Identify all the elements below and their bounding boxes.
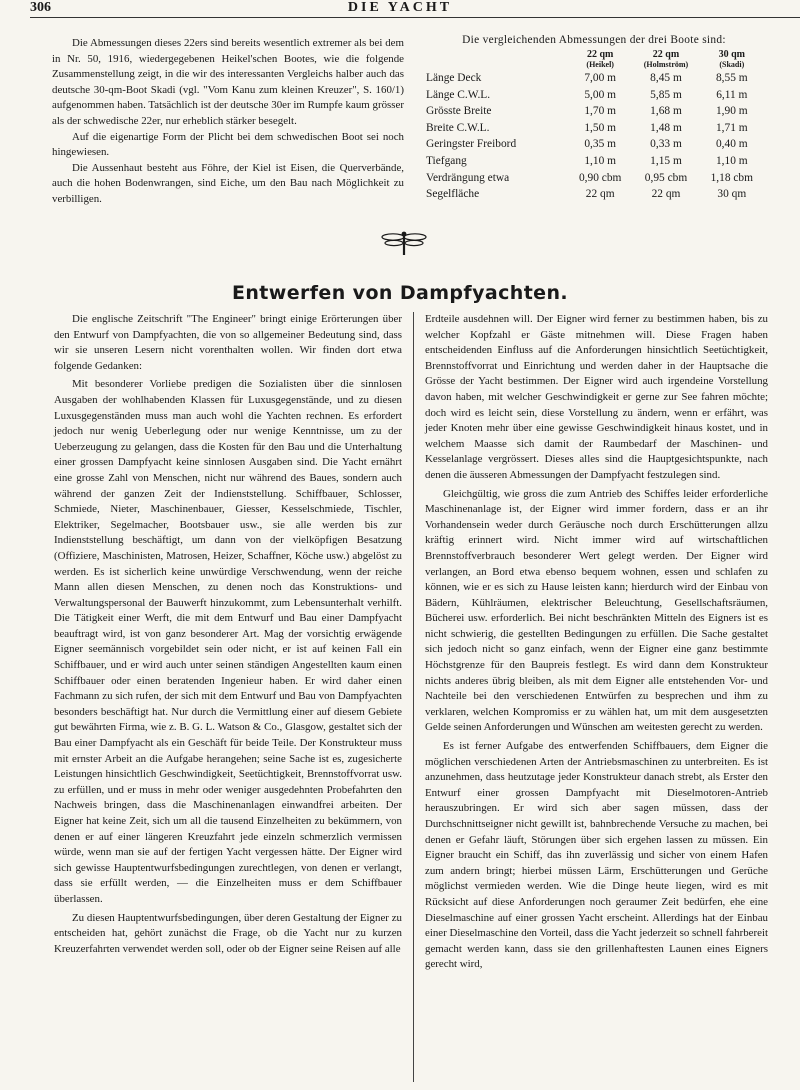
table-cell: 1,15 m bbox=[650, 154, 682, 167]
article-paragraph: Erdteile ausdehnen will. Der Eigner wird ferner zu bestimmen haben, bis zu welcher Kopfzahl er Gäste mitnehmen will. Diese Fragen haben entscheidenden Einfluss auf die Anforderungen hinsichtlich Seetüchtigkeit, Brennstoffvorrat und Einrichtung und werden daher in der Hauptsache die Grösse der Yacht bestimmen. Der Eigner wird auch irgendeine Vorstellung davon haben, mit welcher Geschwindigkeit er gerne zur See fahren möchte; doch wird es leicht sein, diese Vorstellung zu ändern, wenn er erfährt, was jeder Knoten mehr über eine gewisse Geschwindigkeit hinaus kostet, und in welchem Maasse sich damit der Raumbedarf der Maschinen- und Kesselanlage vergrössert. Dieses alles sind die Hauptgesichtspunkte, nach denen die äusseren Abmessungen der Dampfyacht festzulegen sind. bbox=[425, 313, 768, 481]
table-header-cell: 22 qm (Heikel) bbox=[586, 49, 614, 69]
table-cell: 1,50 m bbox=[584, 121, 617, 134]
intro-paragraph: Die Aussenhaut besteht aus Föhre, der Kiel ist Eisen, die Querverbände, auch die hohen Bodenwrangen, sind Eiche, um den Bau nach Möglichkeit zu verbilligen. bbox=[52, 161, 404, 205]
article-paragraph: Mit besonderer Vorliebe predigen die Sozialisten über die sinnlosen Ausgaben der wohlhabenden Klassen für Luxusgegenstände, und zu diesen Luxusgegenständen muss man auch wohl die Yachten rechnen. Es erfordert jedoch nur wenig Ueberlegung oder nur wenige Kenntnisse, um zu der Ueberzeugung zu gelangen, dass die Kosten für den Bau und die Unterhaltung einer grossen Dampfyacht keine sinnlosen Ausgaben sind. Die Yacht ernährt eine grosse Zahl von Menschen, nicht nur während des Baues, sondern auch während der ganzen Zeit der Indienststellung. Schiffbauer, Schlosser, Schmiede, Nieter, Maschinenbauer, Giesser, Kesselschmiede, Tischler, Elektriker, Segelmacher, Bootsbauer usw., sie alle werden bis zur Indienststellung beschäftigt, um dann von der vielköpfigen Besatzung (Offiziere, Maschinisten, Matrosen, Heizer, Schaffner, Köche usw.) abgelöst zu werden. Es ist sicherlich keine unwürdige Verschwendung, wenn der reiche Mann allen diesen Menschen, zu denen noch das Konstruktions- und Verwaltungspersonal der Bauwerft hinzukommt, zum Lebensunterhalt verhilft. Die Tätigkeit einer Werft, die mit dem Entwurf und Bau einer Dampfyacht beauftragt wird, ist von ganz besonderer Art. Mag der vorsichtig erwägende Eigner seemännisch vorgebildet sein oder nicht, er ist auf keinen Fall ein Schiffbauer, und er wird auch unter seinen ständigen Angestellten kaum einen Schiffbauer oder einen beratenden Ingenieur haben. Er wird daher einen Fachmann zu sich rufen, der sich mit dem Entwurf und Bau von Dampfyachten besonders beschäftigt hat. Nur durch die Vermittlung einer auf diesem Gebiete gut bewährten Firma, wie z. B. G. L. Watson & Co., Glasgow, gestaltet sich der Bau einer Dampfyacht als ein Geschäft für beide Teile. Der Konstrukteur muss mit ernster Arbeit an die Aufgabe herangehen; seine Sache ist es, zugesicherte Leistungen hinsichtlich Geschwindigkeit, Seetüchtigkeit, Brennstoffvorrat usw. zu erfüllen, und er muss in mehr oder weniger ausgedehnten Probefahrten den Nachweis bringen, dass die Maschinenanlagen einwandfrei arbeiten. Der Eigner hat keine Zeit, sich um all die tausend Einzelheiten zu bekümmern, von denen er auf einer längeren Kreuzfahrt jede einzeln schmerzlich vermissen würde, wenn man sie auf der fertigen Yacht vergessen hätte. Der Eigner wird sich gewisse Hauptentwurfsbedingungen zurechtlegen, von denen er verlangt, dass sie erfüllt werden, — die Einzelheiten muss er dem Schiffbauer überlassen. bbox=[54, 378, 402, 905]
article-column-left bbox=[54, 312, 402, 960]
article-column-right bbox=[425, 312, 768, 976]
table-cell: 1,71 m bbox=[715, 121, 748, 134]
table-cell: 1,10 m bbox=[715, 154, 748, 167]
table-cell: 0,40 m bbox=[715, 138, 748, 151]
column-divider bbox=[413, 312, 414, 1082]
row-label: Tiefgang bbox=[426, 154, 467, 167]
table-cell: 1,18 cbm bbox=[710, 171, 753, 184]
table-cell: 8,55 m bbox=[715, 72, 748, 84]
table-header-row bbox=[424, 50, 764, 70]
table-caption: Die vergleichenden Abmessungen der drei Boote sind: bbox=[462, 34, 726, 46]
table-row bbox=[424, 136, 764, 153]
row-label: Segelfläche bbox=[426, 188, 480, 201]
article-title: Entwerfen von Dampfyachten. bbox=[231, 282, 569, 304]
table-cell: 1,48 m bbox=[650, 121, 682, 134]
row-label: Geringster Freibord bbox=[426, 138, 517, 151]
table-cell: 8,45 m bbox=[650, 72, 682, 84]
table-cell: 0,35 m bbox=[584, 138, 617, 151]
row-label: Verdrängung etwa bbox=[426, 171, 510, 184]
table-cell: 5,85 m bbox=[650, 88, 682, 101]
article-paragraph: Die englische Zeitschrift "The Engineer" bringt einige Erörterungen über den Entwurf von Dampfyachten, die von so allgemeiner Bedeutung sind, dass wir sie unseren Lesern nicht vorenthalten wollen. Wir finden dort etwa folgende Gedanken: bbox=[54, 313, 402, 372]
table-header-cell: 22 qm (Holmström) bbox=[643, 49, 689, 69]
article-paragraph: Es ist ferner Aufgabe des entwerfenden Schiffbauers, dem Eigner die möglichen verschiedenen Arten der Antriebsmaschinen zu unterbreiten. Es ist anzunehmen, dass heutzutage jeder Konstrukteur danach strebt, als Erster den Entwurf einer grossen Dampfyacht mit Dieselmotoren-Antrieb herauszubringen. Er wird sich aber sagen müssen, dass der Durchschnittseigner nicht gewillt ist, bahnbrechende Versuche zu machen, bei denen er Gefahr läuft, Störungen über sich ergehen lassen zu müssen. Ein Eigner braucht ein Schiff, das ihn zuverlässig und sicher von einem Hafen zum andern bringt; hierbei müssen Lärm, Erschütterungen und Gerüche möglichst vermieden werden. Wie die Dinge heute liegen, wird es mit Rücksicht auf diese Anforderungen noch geraumer Zeit bedürfen, ehe eine Dieselmaschine auf einer grossen Yacht erscheint. Allerdings hat der Einbau einer Dieselmaschine den Vorteil, dass die Yacht jederzeit so schnell fahrbereit gemacht werden kann, dass sie den grillenhaftesten Launen eines Eigners gerecht wird, bbox=[425, 740, 768, 971]
row-label: Länge Deck bbox=[426, 72, 482, 84]
table-row bbox=[424, 120, 764, 137]
table-cell: 6,11 m bbox=[716, 88, 748, 101]
article-paragraph: Zu diesen Hauptentwurfsbedingungen, über deren Gestaltung der Eigner zu entscheiden hat, gehört zunächst die Frage, ob die Yacht nur zu kurzen Kreuzerfahrten verwendet werden soll, oder ob der Eigner seine Reisen auf alle bbox=[54, 911, 402, 955]
comparison-table-block bbox=[424, 34, 764, 203]
intro-text bbox=[52, 36, 404, 208]
row-label: Breite C.W.L. bbox=[426, 121, 490, 134]
table-cell: 1,68 m bbox=[650, 105, 682, 118]
table-row bbox=[424, 70, 764, 87]
table-cell: 30 qm bbox=[717, 188, 747, 201]
table-cell: 0,33 m bbox=[650, 138, 682, 151]
table-cell: 22 qm bbox=[585, 188, 615, 201]
intro-paragraph: Die Abmessungen dieses 22ers sind bereits wesentlich extremer als bei dem in Nr. 50, 1916, wiedergegebenen Heikel'schen Bootes, wie die folgende Zusammenstellung zeigt, in die wir des interessanten Vergleichs halber auch das deutsche 30-qm-Boot Skadi (vgl. "Vom Kanu zum kleinen Kreuzer", S. 160/1) aufgenommen haben. Tatsächlich ist der deutsche 30er im Rumpfe kaum grösser als der schwedische 22er, nur erheblich stärker besegelt. bbox=[52, 37, 404, 127]
table-cell: 7,00 m bbox=[584, 72, 617, 84]
intro-paragraph: Auf die eigenartige Form der Plicht bei dem schwedischen Boot sei noch hingewiesen. bbox=[52, 130, 404, 159]
article-paragraph: Gleichgültig, wie gross die zum Antrieb des Schiffes leider erforderliche Maschinenanlage ist, der Eigner wird immer fordern, dass er an ihr Vorhandensein weder durch Geräusche noch durch Erschütterungen allzu kräftig erinnert wird. Nicht immer wird auf wirtschaftlichen Brennstoffverbrauch besonderer Wert gelegt werden. Der Eigner wird verlangen, an Bord etwa ebenso bequem wohnen, essen und schlafen zu können, wie er es sich zu Hause leisten kann; hierdurch wird der Einbau von Bädern, Kühlräumen, elektrischer Beleuchtung, Gesellschaftsräumen, Bücherei usw. erforderlich. Bei nicht beschränkten Mitteln des Eigners ist es nicht schwierig, die gestellten Bedingungen zu erfüllen. Die Sache gestaltet sich jedoch nicht so ganz einfach, wenn der Eigner eine ganz bestimmte Höchstgrenze für den Baupreis festlegt. Es wird dann dem Konstrukteur nichts anderes übrig bleiben, als mit dem Eigner alle entstehenden Vor- und Nachteile bei den verschiedenen Entwürfen zu besprechen und ihm zu verklaren, welchen Kompromiss er zu wählen hat, um mit dem ausgesetzten Gelde seinen Anforderungen und Wünschen am weitesten gerecht zu werden. bbox=[425, 487, 768, 734]
row-label: Länge C.W.L. bbox=[426, 88, 491, 101]
header-rule bbox=[30, 17, 800, 18]
table-cell: 1,70 m bbox=[584, 105, 617, 118]
running-title: DIE YACHT bbox=[347, 0, 453, 15]
dragonfly-ornament-icon bbox=[380, 228, 428, 256]
table-cell: 0,95 cbm bbox=[644, 171, 688, 184]
table-row bbox=[424, 186, 764, 203]
table-cell: 0,90 cbm bbox=[578, 171, 622, 184]
table-row bbox=[424, 170, 764, 187]
table-cell: 1,90 m bbox=[715, 105, 748, 118]
table-row bbox=[424, 87, 764, 104]
table-cell: 1,10 m bbox=[584, 154, 617, 167]
row-label: Grösste Breite bbox=[426, 105, 492, 118]
table-row bbox=[424, 153, 764, 170]
table-header-cell: 30 qm (Skadi) bbox=[718, 49, 745, 69]
table-cell: 5,00 m bbox=[584, 88, 617, 101]
table-cell: 22 qm bbox=[651, 188, 681, 201]
comparison-table bbox=[424, 50, 764, 203]
page-number: 306 bbox=[30, 0, 51, 15]
table-row bbox=[424, 103, 764, 120]
table-header-blank bbox=[424, 50, 568, 70]
